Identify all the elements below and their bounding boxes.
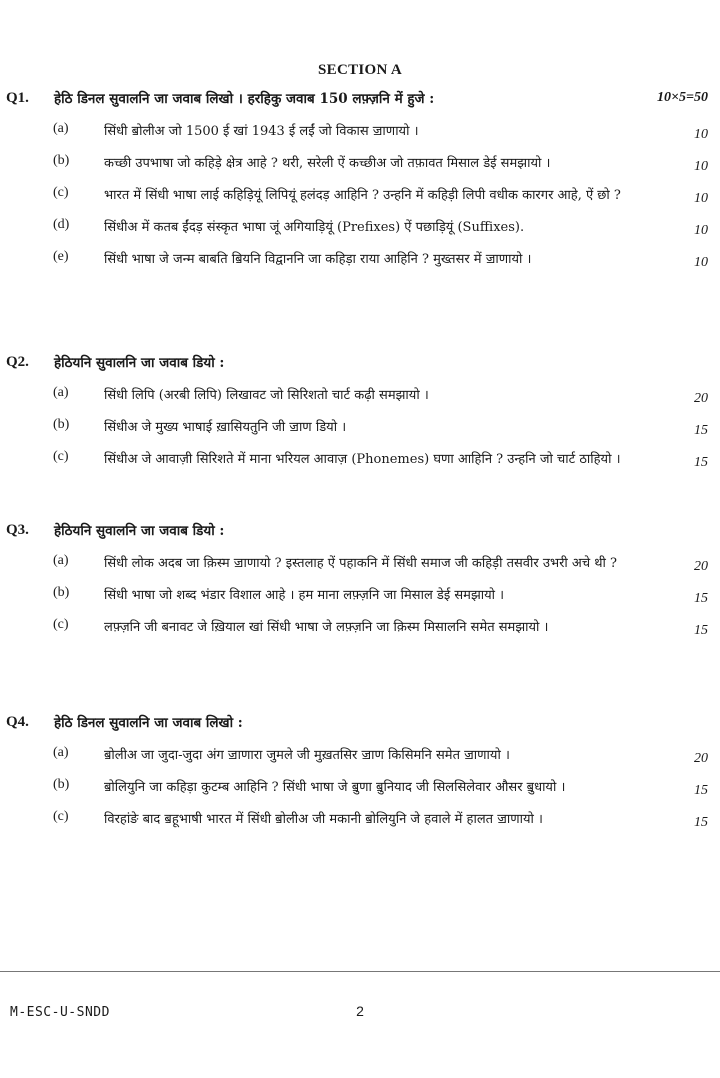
question-number: Q1.	[6, 90, 29, 106]
part-marks: 15	[694, 783, 708, 798]
part-text: सिंधी लिपि (अरबी लिपि) लिखावट जो सिरिशतो चार्ट कढ़ी समझायो ।	[104, 388, 429, 403]
question-header	[0, 86, 720, 112]
part-text: ॿोलियुनि जा कहिड़ा कुटम्ब आहिनि ? सिंधी भाषा जे ॿुणा ॿुनियाद जी सिलसिलेवार औसर ॿुधायो ।	[104, 780, 566, 795]
question-part	[0, 184, 720, 208]
part-label: (b)	[53, 153, 70, 168]
part-marks: 15	[694, 455, 708, 470]
part-text: सिंधीअ जे आवाज़ी सिरिशते में माना भरियल आवाज़ (Phonemes) घणा आहिनि ? उन्हनि जो चार्ट ठाहियो ।	[104, 452, 621, 467]
question-part	[0, 616, 720, 640]
part-label: (a)	[53, 385, 69, 400]
part-marks: 10	[694, 255, 708, 270]
part-text: सिंधी लोक अदब जा क़िस्म ॼाणायो ? इस्तलाह ऐं पहाकनि में सिंधी समाज जी कहिड़ी तसवीर उभरी अचे थी ?	[104, 556, 618, 571]
question-1	[0, 86, 720, 272]
question-title: हेठि डिनल सुवालनि जा जवाब लिखो :	[54, 715, 243, 731]
part-text: सिंधीअ जे मुख्य भाषाई ख़ासियतुनि जी ॼाण डियो ।	[104, 420, 347, 435]
part-text: भारत में सिंधी भाषा लाई कहिड़ियूं लिपियूं हलंदड़ आहिनि ? उन्हनि में कहिड़ी लिपी वधीक कारगर आहे, ऐं छो ?	[104, 188, 621, 203]
question-header	[0, 518, 720, 544]
question-part	[0, 384, 720, 408]
question-part	[0, 248, 720, 272]
question-part	[0, 584, 720, 608]
part-marks: 10	[694, 223, 708, 238]
part-text: लफ़्ज़नि जी बनावट जे ख़ियाल खां सिंधी भाषा जे लफ़्ज़नि जा क़िस्म मिसालनि समेत समझायो ।	[104, 620, 549, 635]
part-text: सिंधीअ में कतब ईंदड़ संस्कृत भाषा जूं अगियाड़ियूं (Prefixes) ऐं पछाड़ियूं (Suffixes).	[104, 220, 525, 235]
part-label: (c)	[53, 809, 69, 824]
section-title: SECTION A	[318, 62, 402, 78]
question-part	[0, 808, 720, 832]
part-marks: 20	[694, 559, 708, 574]
part-label: (a)	[53, 121, 69, 136]
page-number: 2	[356, 1003, 364, 1019]
part-label: (b)	[53, 585, 70, 600]
question-number: Q4.	[6, 714, 29, 730]
part-label: (b)	[53, 777, 70, 792]
question-part	[0, 448, 720, 472]
part-label: (d)	[53, 217, 70, 232]
question-number: Q3.	[6, 522, 29, 538]
question-title: हेठि डिनल सुवालनि जा जवाब लिखो । हरहिकु जवाब 150 लफ़्ज़नि में हुजे :	[54, 91, 435, 107]
part-label: (a)	[53, 745, 69, 760]
part-text: ॿोलीअ जा जुदा-जुदा अंग ॼाणारा जुमले जी मुख़तसिर ॼाण किसिमनि समेत ॼाणायो ।	[104, 748, 510, 763]
part-marks: 15	[694, 591, 708, 606]
question-part	[0, 552, 720, 576]
part-text: सिंधी ॿोलीअ जो 1500 ई खां 1943 ई लईं जो विकास ॼाणायो ।	[104, 124, 419, 139]
question-part	[0, 120, 720, 144]
part-label: (b)	[53, 417, 70, 432]
part-label: (c)	[53, 185, 69, 200]
part-label: (c)	[53, 449, 69, 464]
part-marks: 10	[694, 159, 708, 174]
question-title: हेठियनि सुवालनि जा जवाब डियो :	[54, 523, 225, 539]
question-title: हेठियनि सुवालनि जा जवाब डियो :	[54, 355, 225, 371]
question-part	[0, 744, 720, 768]
question-number: Q2.	[6, 354, 29, 370]
part-label: (c)	[53, 617, 69, 632]
part-label: (e)	[53, 249, 69, 264]
part-marks: 10	[694, 191, 708, 206]
part-marks: 15	[694, 623, 708, 638]
question-4	[0, 710, 720, 832]
part-marks: 15	[694, 423, 708, 438]
part-marks: 10	[694, 127, 708, 142]
part-marks: 20	[694, 751, 708, 766]
question-part	[0, 416, 720, 440]
question-3	[0, 518, 720, 640]
question-part	[0, 216, 720, 240]
question-2	[0, 350, 720, 472]
question-header	[0, 710, 720, 736]
question-part	[0, 776, 720, 800]
question-marks: 10×5=50	[657, 90, 708, 105]
part-marks: 15	[694, 815, 708, 830]
question-header	[0, 350, 720, 376]
part-text: सिंधी भाषा जो शब्द भंडार विशाल आहे । हम माना लफ़्ज़नि जा मिसाल डेई समझायो ।	[104, 588, 505, 603]
question-part	[0, 152, 720, 176]
part-marks: 20	[694, 391, 708, 406]
part-label: (a)	[53, 553, 69, 568]
footer-divider	[0, 971, 720, 972]
paper-code: M-ESC-U-SNDD	[10, 1005, 110, 1020]
part-text: कच्छी उपभाषा जो कहिड़े क्षेत्र आहे ? थरी, सरेली ऐं कच्छीअ जो तफ़ावत मिसाल डेई समझायो ।	[104, 156, 551, 171]
part-text: सिंधी भाषा जे जन्म बाबति ॿियनि विद्वाननि जा कहिड़ा राया आहिनि ? मुख्तसर में ॼाणायो ।	[104, 252, 532, 267]
part-text: विरहांङे बाद ॿहूभाषी भारत में सिंधी ॿोलीअ जी मकानी ॿोलियुनि जे हवाले में हालत ॼाणायो ।	[104, 812, 543, 827]
